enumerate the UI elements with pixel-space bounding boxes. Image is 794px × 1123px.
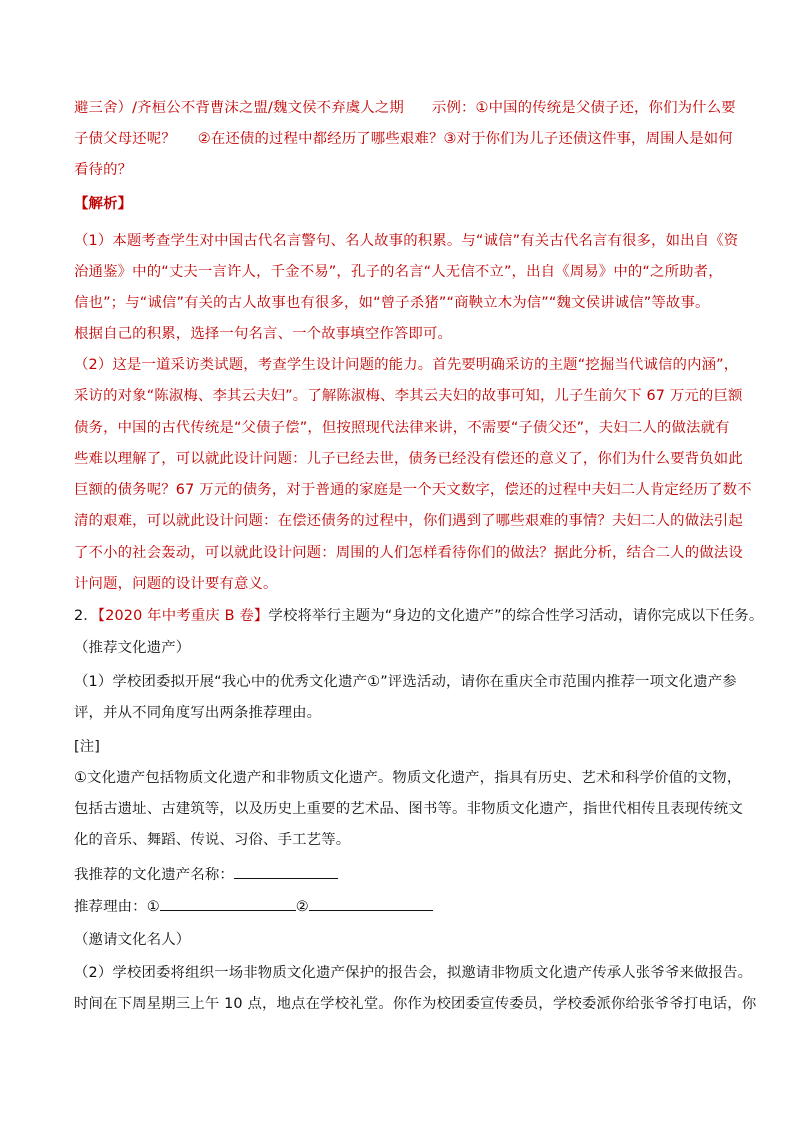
note-line: 化的音乐、舞蹈、传说、习俗、手工艺等。 [74,832,351,848]
answer-text: 看待的？ [74,162,133,178]
reason-prompt: 推荐理由：① [74,899,160,915]
answer-text: ②在还债的过程中都经历了哪些艰难？③对于你们为儿子还债这件事，周围人是如何 [197,131,733,147]
analysis-p2-line: （2）这是一道采访类试题，考查学生设计问题的能力。首先要明确采访的主题“挖掘当代诚信的内涵”， [74,357,739,373]
reason-1-blank[interactable] [160,896,296,911]
task-2-line: 时间在下周星期三上午 10 点，地点在学校礼堂。你作为校团委宣传委员，学校委派你给张爷爷打电话，你 [74,996,757,1012]
analysis-p2-line: 债务，中国的古代传统是“父债子偿”，但按照现代法律来讲，不需要“子债父还”，夫妇二人的做法就有 [74,420,730,436]
analysis-p2-line: 了不小的社会轰动，可以就此设计问题：周围的人们怎样看待你们的做法？据此分析，结合二人的做法设 [74,545,743,561]
analysis-p1-line: 根据自己的积累，选择一句名言、一个故事填空作答即可。 [74,326,453,342]
analysis-p2-line: 些难以理解了，可以就此设计问题：儿子已经去世，债务已经没有偿还的意义了，你们为什么要背负如此 [74,451,743,467]
answer-text: 子债父母还呢？ [74,131,176,147]
question-stem-text: 学校将举行主题为“身边的文化遗产”的综合性学习活动，请你完成以下任务。 [268,608,764,624]
task-1-line: 评，并从不同角度写出两条推荐理由。 [74,705,322,721]
analysis-p2-line: 采访的对象“陈淑梅、李其云夫妇”。了解陈淑梅、李其云夫妇的故事可知，儿子生前欠下 67 万元的巨额 [74,388,743,404]
note-line: ①文化遗产包括物质文化遗产和非物质文化遗产。物质文化遗产，指具有历史、艺术和科学价值的文物， [74,770,742,786]
analysis-p1-line: 治通鉴》中的“丈夫一言许人，千金不易”，孔子的名言“人无信不立”，出自《周易》中的“之所助者， [74,264,723,280]
reason-2-blank[interactable] [309,896,433,911]
answer-line-3 [74,160,132,180]
name-prompt-line [74,864,338,885]
name-prompt: 我推荐的文化遗产名称： [74,867,234,883]
question-source: 【2020 年中考重庆 B 卷】 [97,608,269,624]
analysis-p2-line: 巨额的债务呢？67 万元的债务，对于普通的家庭是一个天文数字，偿还的过程中夫妇二人肯定经历了数不 [74,482,752,498]
task-2-line: （2）学校团委将组织一场非物质文化遗产保护的报告会，拟邀请非物质文化遗产传承人张爷爷来做报告。 [74,965,753,981]
section-heading: （推荐文化遗产） [74,640,191,656]
answer-line-2 [74,129,733,149]
reason-2-marker: ② [295,899,309,915]
analysis-p1-line: 信也”；与“诚信”有关的古人故事也有很多，如“曾子杀猪”“商鞅立木为信”“魏文侯讲诚信”等故事。 [74,295,710,311]
question-number: 2． [74,608,98,624]
answer-line-1 [74,98,736,118]
answer-text: 示例：①中国的传统是父债子还，你们为什么要 [431,100,736,116]
section-heading: （邀请文化名人） [74,932,191,948]
note-label: [注] [74,739,101,755]
question-2-stem [74,606,763,626]
analysis-p2-line: 清的艰难，可以就此设计问题：在偿还债务的过程中，你们遇到了哪些艰难的事情？夫妇二人的做法引起 [74,513,743,529]
analysis-p1-line: （1）本题考查学生对中国古代名言警句、名人故事的积累。与“诚信”有关古代名言有很多，如出自《资 [74,233,739,249]
answer-text: 避三舍）/齐桓公不背曹沫之盟/魏文侯不弃虞人之期 [74,100,404,116]
reason-prompt-line [74,896,433,917]
note-line: 包括古遗址、古建筑等，以及历史上重要的艺术品、图书等。非物质文化遗产，指世代相传且表现传统文 [74,801,743,817]
heritage-name-blank[interactable] [234,864,338,879]
analysis-heading: 【解析】 [74,196,133,212]
analysis-p2-line: 计问题，问题的设计要有意义。 [74,576,278,592]
task-1-line: （1）学校团委拟开展“我心中的优秀文化遗产①”评选活动，请你在重庆全市范围内推荐一项文化遗产参 [74,674,737,690]
